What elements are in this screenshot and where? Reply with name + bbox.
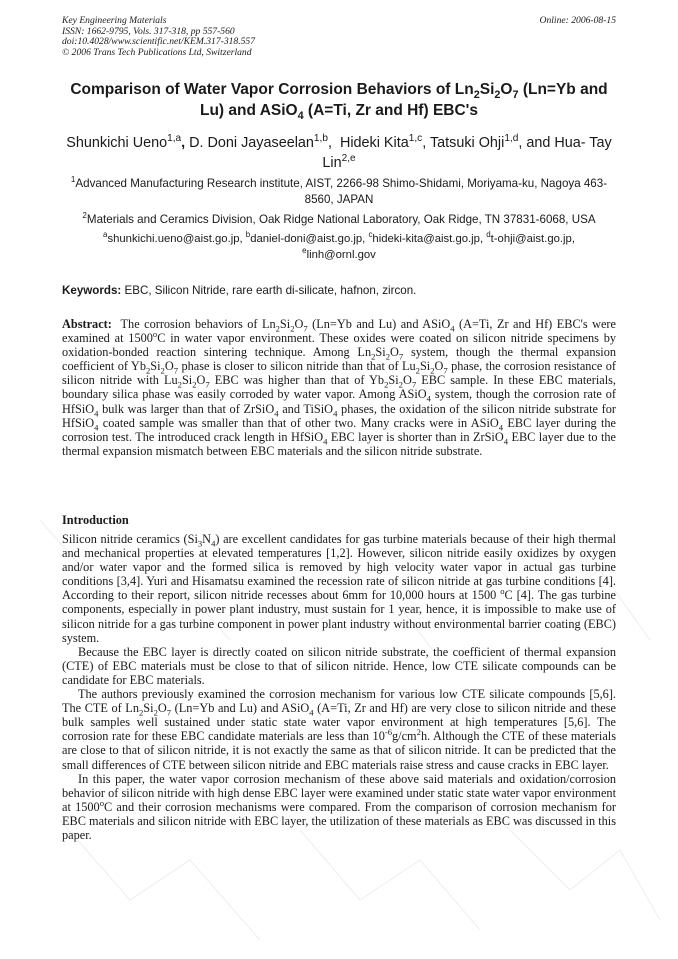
affiliation-1 xyxy=(62,176,616,207)
affiliation-number: 1 xyxy=(70,175,76,185)
paper-title xyxy=(62,80,616,121)
journal-name: Key Engineering Materials xyxy=(62,15,167,26)
journal-header xyxy=(62,16,382,58)
affiliation-text: Advanced Manufacturing Research institute, AIST, 2266-98 Shimo-Shidami, Moriyama-ku, Nagoya 463-8560, JAPAN xyxy=(75,177,608,206)
title-sub: 2 xyxy=(494,89,501,102)
author: Hideki Kita$^{1,c}$ xyxy=(339,133,423,151)
author-separator: , xyxy=(181,135,190,151)
email-link[interactable]: linh@ornl.gov xyxy=(306,248,376,261)
paragraph: The authors previously examined the corrosion mechanism for various low CTE silicate compounds [5,6]. The CTE of $Ln_2Si_2O_7$ (Ln=Yb and Lu) and ASiO$_4$ (A=Ti, Zr and Hf) are very close to silicon nitride and these bulk samples well sustained under static state water vapor environment at high temperatures [5,6]. The corrosion rate for these EBC candidate materials are less than $10^{-6}g/cm^2h$. Although the CTE of these materials are close to that of silicon nitride, it is not exactly the same as that of silicon nitride. It can be predicted that the small differences of CTE between silicon nitride and EBC materials raise stress and cause cracks in EBC layer. xyxy=(62,687,617,772)
introduction-body xyxy=(62,532,616,842)
journal-copyright: © 2006 Trans Tech Publications Ltd, Switzerland xyxy=(62,46,252,58)
title-text: Comparison of Water Vapor Corrosion Behaviors of Ln xyxy=(70,81,474,98)
title-sub: 2 xyxy=(473,89,480,102)
abstract xyxy=(62,317,616,458)
journal-doi[interactable]: doi:10.4028/www.scientific.net/KEM.317-318.557 xyxy=(62,36,256,48)
author: Tatsuki Ohji$^{1,d}$ xyxy=(429,133,519,151)
email-list: $^a$shunkichi.ueno@aist.go.jp, $^b$daniel-doni@aist.go.jp, $^c$hideki-kita@aist.go.jp, $^d$t-ohji@aist.go.jp, $^e$linh@ornl.gov xyxy=(103,230,575,261)
affiliation-2 xyxy=(62,212,616,228)
abstract-label: Abstract: xyxy=(62,317,112,331)
title-text: (Ln=Yb and Lu) and ASiO xyxy=(200,81,608,119)
title-text: Si xyxy=(479,81,495,98)
paragraph: In this paper, the water vapor corrosion mechanism of these above said materials and oxidation/corrosion behavior of silicon nitride with high dense EBC layer were examined under static state water vapor environment at 1500$^o$C and their corrosion mechanisms were compared. From the comparison of corrosion mechanism for EBC materials and silicon nitride with EBC layer, the utilization of these materials as EBC was discussed in this paper. xyxy=(62,771,617,842)
abstract-body: The corrosion behaviors of $Ln_2Si_2O_7$ (Ln=Yb and Lu) and ASiO$_4$ (A=Ti, Zr and Hf) EBC's were examined at 1500$^o$C in water vapor environment. These oxides were coated on silicon nitride specimens by oxidation-bonded reaction sintering technique. Among $Ln_2Si_2O_7$ system, though the thermal expansion coefficient of $Yb_2Si_2O_7$ phase is closer to silicon nitride than that of $Lu_2Si_2O_7$ phase, the corrosion resistance of silicon nitride with $Lu_2Si_2O_7$ EBC was higher than that of $Yb_2Si_2O_7$ EBC sample. In these EBC materials, boundary silica phase was easily corroded by water vapor. Among ASiO$_4$ system, though the corrosion rate of HfSiO$_4$ bulk was larger than that of ZrSiO$_4$ and TiSiO$_4$ phases, the oxidation of the silicon nitride substrate for HfSiO$_4$ coated sample was smaller than that of other two. Many cracks were in ASiO$_4$ EBC layer during the corrosion test. The introduced crack length in HfSiO$_4$ EBC layer is shorter than in ZrSiO$_4$ EBC layer due to the thermal expansion mismatch between EBC materials and the silicon nitride substrate. xyxy=(62,317,617,458)
affiliation-text: Materials and Ceramics Division, Oak Ridge National Laboratory, Oak Ridge, TN 37831-6068, USA xyxy=(86,213,596,226)
author: D. Doni Jayaseelan$^{1,b}$ xyxy=(189,133,328,151)
section-heading-introduction: Introduction xyxy=(62,513,129,527)
journal-issn: ISSN: 1662-9795, Vols. 317-318, pp 557-560 xyxy=(62,25,235,37)
email-link[interactable]: daniel-doni@aist.go.jp xyxy=(250,233,363,245)
author: Hua- Tay Lin$^{2,e}$ xyxy=(322,135,612,171)
keywords xyxy=(62,283,616,298)
title-sub: 4 xyxy=(297,109,304,122)
email-link[interactable]: hideki-kita@aist.go.jp xyxy=(372,233,480,245)
author-list xyxy=(62,133,616,173)
title-text: (A=Ti, Zr and Hf) EBC's xyxy=(303,101,478,119)
author-separator: , xyxy=(327,135,340,151)
author-separator: , and xyxy=(518,135,555,151)
online-date: Online: 2006-08-15 xyxy=(539,15,616,26)
keywords-label: Keywords: xyxy=(62,284,122,297)
title-sub: 7 xyxy=(512,89,519,102)
affiliation-number: 2 xyxy=(82,211,87,221)
author: Shunkichi Ueno$^{1,a}$ xyxy=(66,133,182,151)
title-text: O xyxy=(500,81,513,98)
email-link[interactable]: shunkichi.ueno@aist.go.jp xyxy=(107,233,240,245)
paragraph: Silicon nitride ceramics $(Si_3N_4)$ are excellent candidates for gas turbine materials because of their high thermal and mechanical properties at elevated temperatures [1,2]. However, silicon nitride easily oxidizes by oxygen and/or water vapor and the formed silica is removed by high velocity water vapor in actual gas turbine conditions [3,4]. Yuri and Hisamatsu examined the recession rate of silicon nitride at gas turbine conditions [4]. According to their report, silicon nitride recesses about 6mm for 10,000 hours at 1500 $^o$C [4]. The gas turbine components, especially in power plant industry, must sustain for 1 year, hence, it is impossible to make use of silicon nitride for a gas turbine component in power plant industry without environmental barrier coating (EBC) system. xyxy=(62,532,616,645)
email-link[interactable]: t-ohji@aist.go.jp xyxy=(490,233,572,245)
paragraph: Because the EBC layer is directly coated on silicon nitride substrate, the coefficient of thermal expansion (CTE) of EBC materials must be close to that of silicon nitride. Hence, low CTE silicate compounds can be candidate for EBC materials. xyxy=(62,644,616,687)
author-separator: , xyxy=(422,135,430,151)
keywords-text: EBC, Silicon Nitride, rare earth di-silicate, hafnon, zircon. xyxy=(121,284,417,297)
